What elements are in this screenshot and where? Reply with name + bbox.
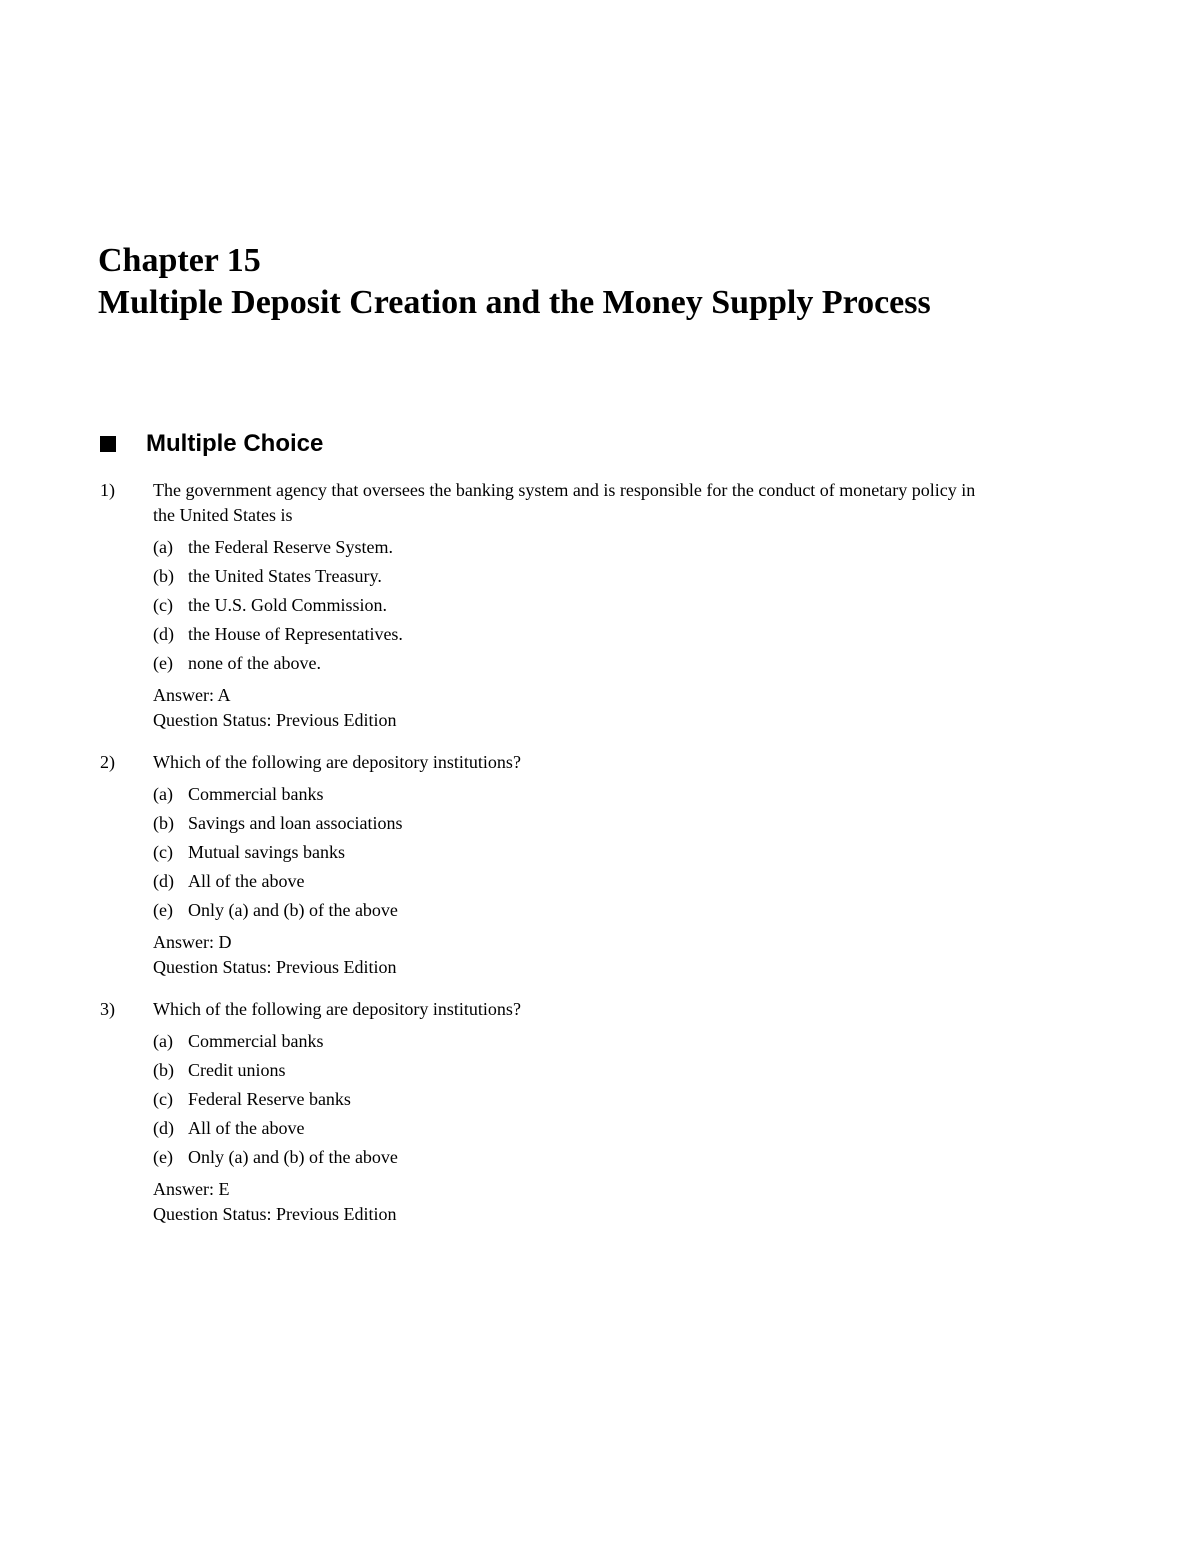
option-e — [153, 898, 1000, 927]
option-letter: (c) — [153, 595, 173, 615]
question-status: Question Status: Previous Edition — [153, 957, 397, 977]
answer-block — [153, 1177, 1000, 1227]
option-letter: (a) — [153, 784, 173, 804]
option-letter: (c) — [153, 842, 173, 862]
option-letter: (e) — [153, 653, 173, 673]
section-heading-text: Multiple Choice — [146, 430, 324, 457]
option-text: Commercial banks — [188, 1031, 324, 1051]
option-letter: (b) — [153, 1060, 174, 1080]
question-number: 3) — [100, 999, 115, 1019]
question-text: Which of the following are depository institutions? — [153, 752, 521, 772]
question-status: Question Status: Previous Edition — [153, 1204, 397, 1224]
option-text: Savings and loan associations — [188, 813, 403, 833]
section-heading — [100, 428, 323, 460]
question-1 — [100, 478, 1000, 733]
option-b — [153, 1058, 1000, 1087]
option-list — [153, 782, 1000, 927]
option-c — [153, 1087, 1000, 1116]
option-a — [153, 1029, 1000, 1058]
chapter-name: Multiple Deposit Creation and the Money Supply Process — [98, 284, 931, 321]
chapter-title — [98, 240, 931, 324]
question-text: The government agency that oversees the banking system and is responsible for the conduct of monetary policy in the United States is — [153, 480, 976, 525]
chapter-number: Chapter 15 — [98, 242, 261, 279]
option-b — [153, 811, 1000, 840]
option-a — [153, 782, 1000, 811]
option-letter: (e) — [153, 1147, 173, 1167]
option-c — [153, 593, 1000, 622]
answer-block — [153, 683, 1000, 733]
question-number: 2) — [100, 752, 115, 772]
option-text: the Federal Reserve System. — [188, 537, 393, 557]
option-text: the United States Treasury. — [188, 566, 382, 586]
option-letter: (d) — [153, 871, 174, 891]
question-number: 1) — [100, 480, 115, 500]
option-list — [153, 1029, 1000, 1174]
question-3 — [100, 997, 1000, 1227]
option-text: Only (a) and (b) of the above — [188, 1147, 398, 1167]
option-text: Mutual savings banks — [188, 842, 345, 862]
option-c — [153, 840, 1000, 869]
answer-line: Answer: E — [153, 1179, 230, 1199]
option-text: the House of Representatives. — [188, 624, 403, 644]
question-2 — [100, 750, 1000, 980]
answer-block — [153, 930, 1000, 980]
option-text: Credit unions — [188, 1060, 286, 1080]
option-d — [153, 1116, 1000, 1145]
option-text: Commercial banks — [188, 784, 324, 804]
option-letter: (b) — [153, 566, 174, 586]
option-d — [153, 869, 1000, 898]
option-text: All of the above — [188, 1118, 305, 1138]
option-text: the U.S. Gold Commission. — [188, 595, 388, 615]
option-letter: (b) — [153, 813, 174, 833]
option-letter: (d) — [153, 1118, 174, 1138]
option-text: All of the above — [188, 871, 305, 891]
square-bullet-icon — [100, 436, 116, 452]
option-d — [153, 622, 1000, 651]
option-letter: (a) — [153, 1031, 173, 1051]
option-letter: (e) — [153, 900, 173, 920]
option-text: none of the above. — [188, 653, 321, 673]
option-letter: (c) — [153, 1089, 173, 1109]
option-a — [153, 535, 1000, 564]
question-text: Which of the following are depository institutions? — [153, 999, 521, 1019]
option-e — [153, 1145, 1000, 1174]
option-text: Federal Reserve banks — [188, 1089, 351, 1109]
option-text: Only (a) and (b) of the above — [188, 900, 398, 920]
option-list — [153, 535, 1000, 680]
question-status: Question Status: Previous Edition — [153, 710, 397, 730]
option-letter: (d) — [153, 624, 174, 644]
option-letter: (a) — [153, 537, 173, 557]
option-e — [153, 651, 1000, 680]
answer-line: Answer: A — [153, 685, 231, 705]
answer-line: Answer: D — [153, 932, 232, 952]
option-b — [153, 564, 1000, 593]
question-list — [100, 478, 1000, 1244]
